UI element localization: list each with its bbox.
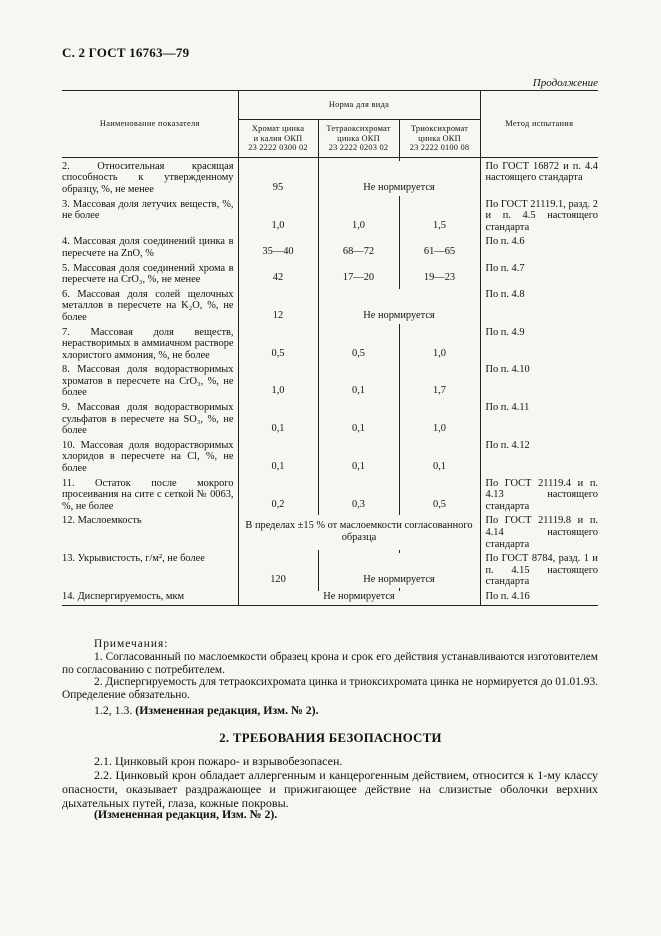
notes-title: Примечания:: [94, 638, 169, 650]
norm-type-2-cell: 0,1: [318, 440, 399, 475]
table-row: [62, 327, 598, 362]
norm-type-1-cell: 0,5: [238, 327, 318, 362]
norm-type-1-cell: 95: [238, 161, 318, 196]
test-method-cell: По п. 4.7: [485, 262, 525, 274]
indicator-name-cell: 11. Остаток после мокрого просеивания на сите с сеткой № 0063, %, не более: [62, 477, 234, 512]
norm-type-1-cell: 120: [238, 553, 318, 588]
test-method-cell: По ГОСТ 21119.1, разд. 2 и п. 4.5 настоящего стандарта: [485, 198, 598, 233]
header-type-3-line-3: 23 2222 0100 08: [409, 143, 470, 153]
table-row: [62, 440, 598, 475]
indicator-name-cell: 10. Массовая доля водорастворимых хлоридов в пересчете на Cl, %, не более: [62, 439, 234, 475]
table-row: [62, 591, 598, 605]
test-method-cell: По ГОСТ 21119.8 и п. 4.14 настоящего стандарта: [485, 515, 598, 550]
norm-span-cell: Не нормируется: [318, 289, 480, 324]
norm-type-3-cell: 1,7: [399, 364, 480, 399]
paragraph-2-2: 2.2. Цинковый крон обладает аллергенным и канцерогенным действием, относится к 1-му классу опасности, оказывает раздражающее и прижигающее действие на слизистые оболочки верхних дыхательных путей, глаза, кожные покровы.: [62, 768, 598, 810]
norm-type-1-cell: 12: [238, 289, 318, 324]
table-row: [62, 553, 598, 588]
header-type-2-line-2: цинка ОКП: [337, 133, 380, 143]
header-norm-group: Норма для вида: [238, 91, 480, 120]
header-type-2: [318, 120, 399, 158]
indicator-name-cell: 5. Массовая доля соединений хрома в пересчете на CrO₃, %, не менее: [62, 262, 234, 286]
norm-type-2-cell: 0,1: [318, 364, 399, 399]
table-row: [62, 236, 598, 259]
amendment-note-1-text: (Измененная редакция, Изм. № 2).: [135, 703, 319, 717]
header-indicator-name: Наименование показателя: [62, 91, 238, 158]
norm-type-1-cell: 1,0: [238, 199, 318, 234]
norm-type-1-cell: 1,0: [238, 364, 318, 399]
header-type-1: [238, 120, 318, 158]
norm-type-1-cell: 0,2: [238, 478, 318, 513]
test-method-cell: По п. 4.11: [485, 402, 530, 414]
test-method-cell: По п. 4.12: [485, 439, 530, 451]
indicator-name-cell: 14. Диспергируемость, мкм: [62, 591, 238, 605]
norm-type-2-cell: 1,0: [318, 199, 399, 234]
indicator-name-cell: 4. Массовая доля соединений цинка в пересчете на ZnO, %: [62, 236, 234, 259]
amendment-note-1-prefix: 1.2, 1.3.: [94, 703, 133, 717]
indicator-name-cell: 2. Относительная красящая способность к утвержденному образцу, %, не менее: [62, 160, 234, 195]
norm-type-3-cell: 1,5: [399, 199, 480, 234]
test-method-cell: По ГОСТ 8784, разд. 1 и п. 4.15 настоящего стандарта: [485, 553, 598, 588]
norm-type-3-cell: 0,1: [399, 440, 480, 475]
indicator-name-cell: 12. Маслоемкость: [62, 515, 142, 527]
continuation-label: Продолжение: [532, 77, 598, 89]
norm-type-3-cell: 61—65: [399, 236, 480, 259]
indicator-name-cell: 7. Массовая доля веществ, нерастворимых в аммиачном растворе хлористого аммония, %, не более: [62, 326, 234, 361]
section-body: [62, 754, 598, 810]
header-test-method: Метод испытания: [480, 91, 598, 158]
norm-type-1-cell: 35—40: [238, 236, 318, 259]
test-method-cell: По п. 4.10: [485, 364, 530, 376]
table-row: [62, 364, 598, 399]
header-type-3: [399, 120, 480, 158]
header-type-2-line-1: Тетраоксихромат: [326, 124, 391, 133]
header-type-1-line-2: и калия ОКП: [253, 133, 303, 143]
section-heading: 2. ТРЕБОВАНИЯ БЕЗОПАСНОСТИ: [219, 731, 442, 745]
test-method-cell: По п. 4.6: [485, 236, 525, 248]
amendment-note-2-text: (Измененная редакция, Изм. № 2).: [94, 807, 278, 821]
paragraph-2-1: 2.1. Цинковый крон пожаро- и взрывобезопасен.: [94, 754, 343, 768]
indicator-name-cell: 8. Массовая доля водорастворимых хроматов в пересчете на CrO₃, %, не более: [62, 364, 234, 399]
header-type-3-line-1: Триоксихромат: [410, 124, 469, 133]
table-row: [62, 478, 598, 513]
test-method-cell: По п. 4.16: [480, 591, 598, 605]
norm-type-1-cell: 0,1: [238, 440, 318, 475]
amendment-note-1: [94, 703, 319, 718]
table-row: [62, 263, 598, 286]
indicator-name-cell: 13. Укрывистость, г/м², не более: [62, 553, 205, 565]
header-type-1-line-3: 23 2222 0300 02: [248, 143, 308, 153]
table-row: [62, 515, 598, 550]
header-type-3-line-2: цинка ОКП: [418, 133, 461, 143]
amendment-note-2: [94, 807, 277, 822]
test-method-cell: По п. 4.8: [485, 288, 525, 300]
norm-span-cell: Не нормируется: [318, 553, 480, 588]
norm-span-cell: Не нормируется: [318, 161, 480, 196]
norm-span-all-cell: В пределах ±15 % от маслоемкости согласованного образца: [238, 515, 480, 550]
table-row: [62, 402, 598, 437]
header-type-1-line-1: Хромат цинка: [251, 124, 305, 133]
norm-span-all-cell: Не нормируется: [238, 591, 480, 605]
norm-type-3-cell: 1,0: [399, 327, 480, 362]
test-method-cell: По п. 4.9: [485, 326, 525, 338]
norm-type-1-cell: 0,1: [238, 402, 318, 437]
indicator-name-cell: 6. Массовая доля солей щелочных металлов в пересчете на K₂O, %, не более: [62, 288, 234, 323]
norm-type-2-cell: 0,5: [318, 327, 399, 362]
norm-type-2-cell: 68—72: [318, 236, 399, 259]
norm-type-3-cell: 1,0: [399, 402, 480, 437]
table-row: [62, 161, 598, 196]
table-row: [62, 289, 598, 324]
test-method-cell: По ГОСТ 21119.4 и п. 4.13 настоящего стандарта: [485, 477, 598, 512]
indicator-name-cell: 9. Массовая доля водорастворимых сульфатов в пересчете на SO₃, %, не более: [62, 402, 234, 437]
note-1: 1. Согласованный по маслоемкости образец крона и срок его действия устанавливаются изготовителем по согласованию с потребителем.: [62, 650, 598, 676]
indicator-name-cell: 3. Массовая доля летучих веществ, %, не более: [62, 198, 234, 222]
test-method-cell: По ГОСТ 16872 и п. 4.4 настоящего стандарта: [485, 160, 598, 184]
table-row: [62, 199, 598, 234]
norm-type-1-cell: 42: [238, 263, 318, 286]
header-type-2-line-3: 23 2222 0203 02: [328, 143, 389, 153]
notes-block: [62, 638, 598, 702]
note-2: 2. Диспергируемость для тетраоксихромата цинка и триоксихромата цинка не нормируется до 01.01.93. Определение обязательно.: [62, 676, 598, 702]
norm-type-2-cell: 0,1: [318, 402, 399, 437]
norm-type-3-cell: 19—23: [399, 263, 480, 286]
table-header-row: [62, 91, 598, 120]
norm-type-2-cell: 17—20: [318, 263, 399, 286]
norm-type-3-cell: 0,5: [399, 478, 480, 513]
norm-type-2-cell: 0,3: [318, 478, 399, 513]
running-title: С. 2 ГОСТ 16763—79: [62, 45, 190, 60]
requirements-table: [62, 90, 598, 606]
